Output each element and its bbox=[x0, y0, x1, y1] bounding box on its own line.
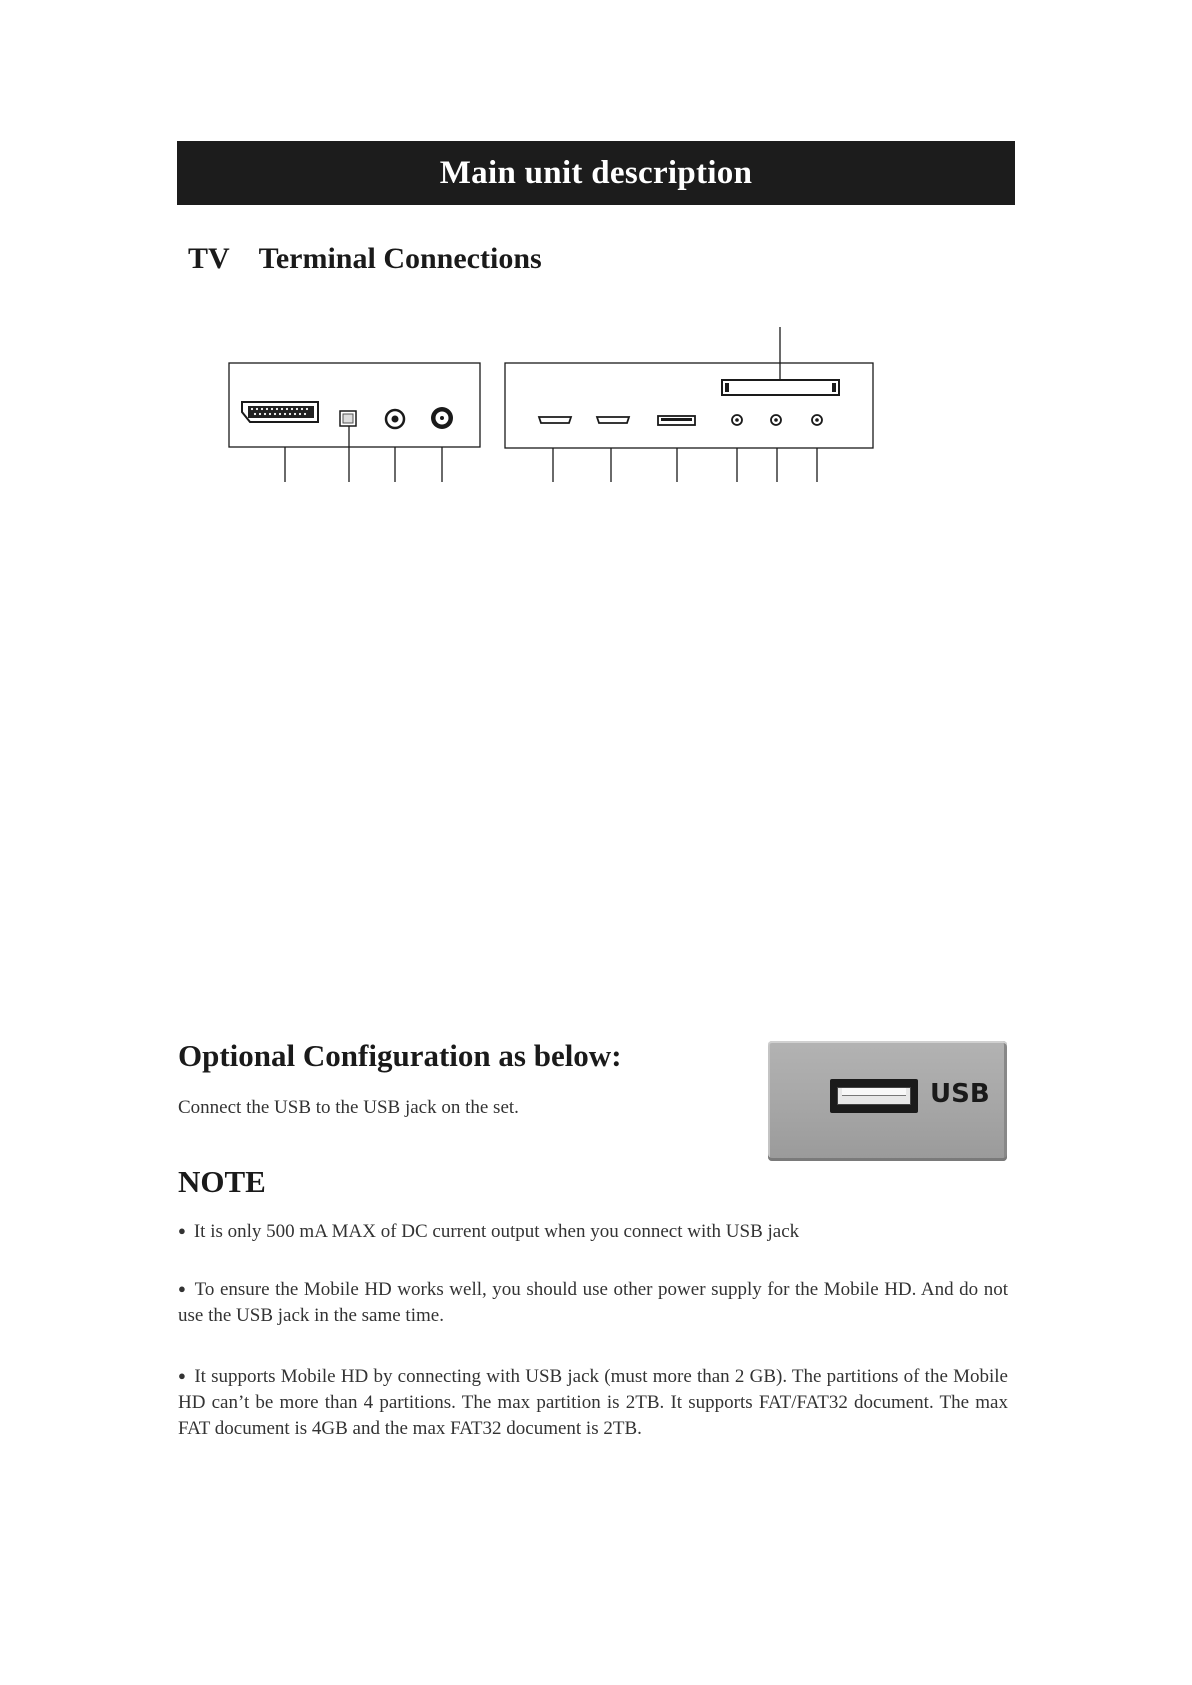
terminal-connections-diagram bbox=[0, 0, 1192, 500]
ci-slot-icon bbox=[722, 380, 839, 395]
audio-jack-icon bbox=[771, 415, 781, 425]
page-title: Main unit description bbox=[439, 154, 753, 191]
section-title: TV Terminal Connections bbox=[188, 242, 542, 275]
right-callout-lines bbox=[553, 448, 817, 482]
audio-jack-icon bbox=[812, 415, 822, 425]
bullet-icon: ● bbox=[178, 1281, 187, 1296]
hdmi-port-icon bbox=[597, 417, 629, 423]
coaxial-port-icon bbox=[386, 410, 404, 428]
optional-config-text: Connect the USB to the USB jack on the set. bbox=[178, 1097, 519, 1118]
audio-jack-icon bbox=[732, 415, 742, 425]
rf-antenna-port-icon bbox=[431, 407, 453, 429]
note-title: NOTE bbox=[178, 1164, 266, 1199]
note-item: ● To ensure the Mobile HD works well, you should use other power supply for the Mobile HD. And do not use the USB jack in the same time. bbox=[178, 1279, 1008, 1326]
optical-port-icon bbox=[340, 411, 356, 426]
right-terminal-panel bbox=[505, 327, 873, 482]
hdmi-port-icon bbox=[539, 417, 571, 423]
note-item: ● It supports Mobile HD by connecting with USB jack (must more than 2 GB). The partitions of the Mobile HD can’t be more than 4 partitions. The max partition is 2TB. It supports FAT/FAT32 document. The max FAT document is 4GB and the max FAT32 document is 2TB. bbox=[178, 1366, 1008, 1439]
usb-port-icon bbox=[830, 1079, 918, 1113]
note-item: ● It is only 500 mA MAX of DC current output when you connect with USB jack bbox=[178, 1221, 800, 1242]
usb-port-icon bbox=[658, 416, 695, 425]
scart-port-icon bbox=[242, 402, 318, 422]
usb-label: USB bbox=[930, 1079, 990, 1109]
usb-jack-photo bbox=[768, 1041, 1007, 1161]
bullet-icon: ● bbox=[178, 1368, 187, 1383]
left-terminal-panel bbox=[229, 363, 480, 482]
optional-config-title: Optional Configuration as below: bbox=[178, 1038, 622, 1073]
bullet-icon: ● bbox=[178, 1223, 186, 1238]
